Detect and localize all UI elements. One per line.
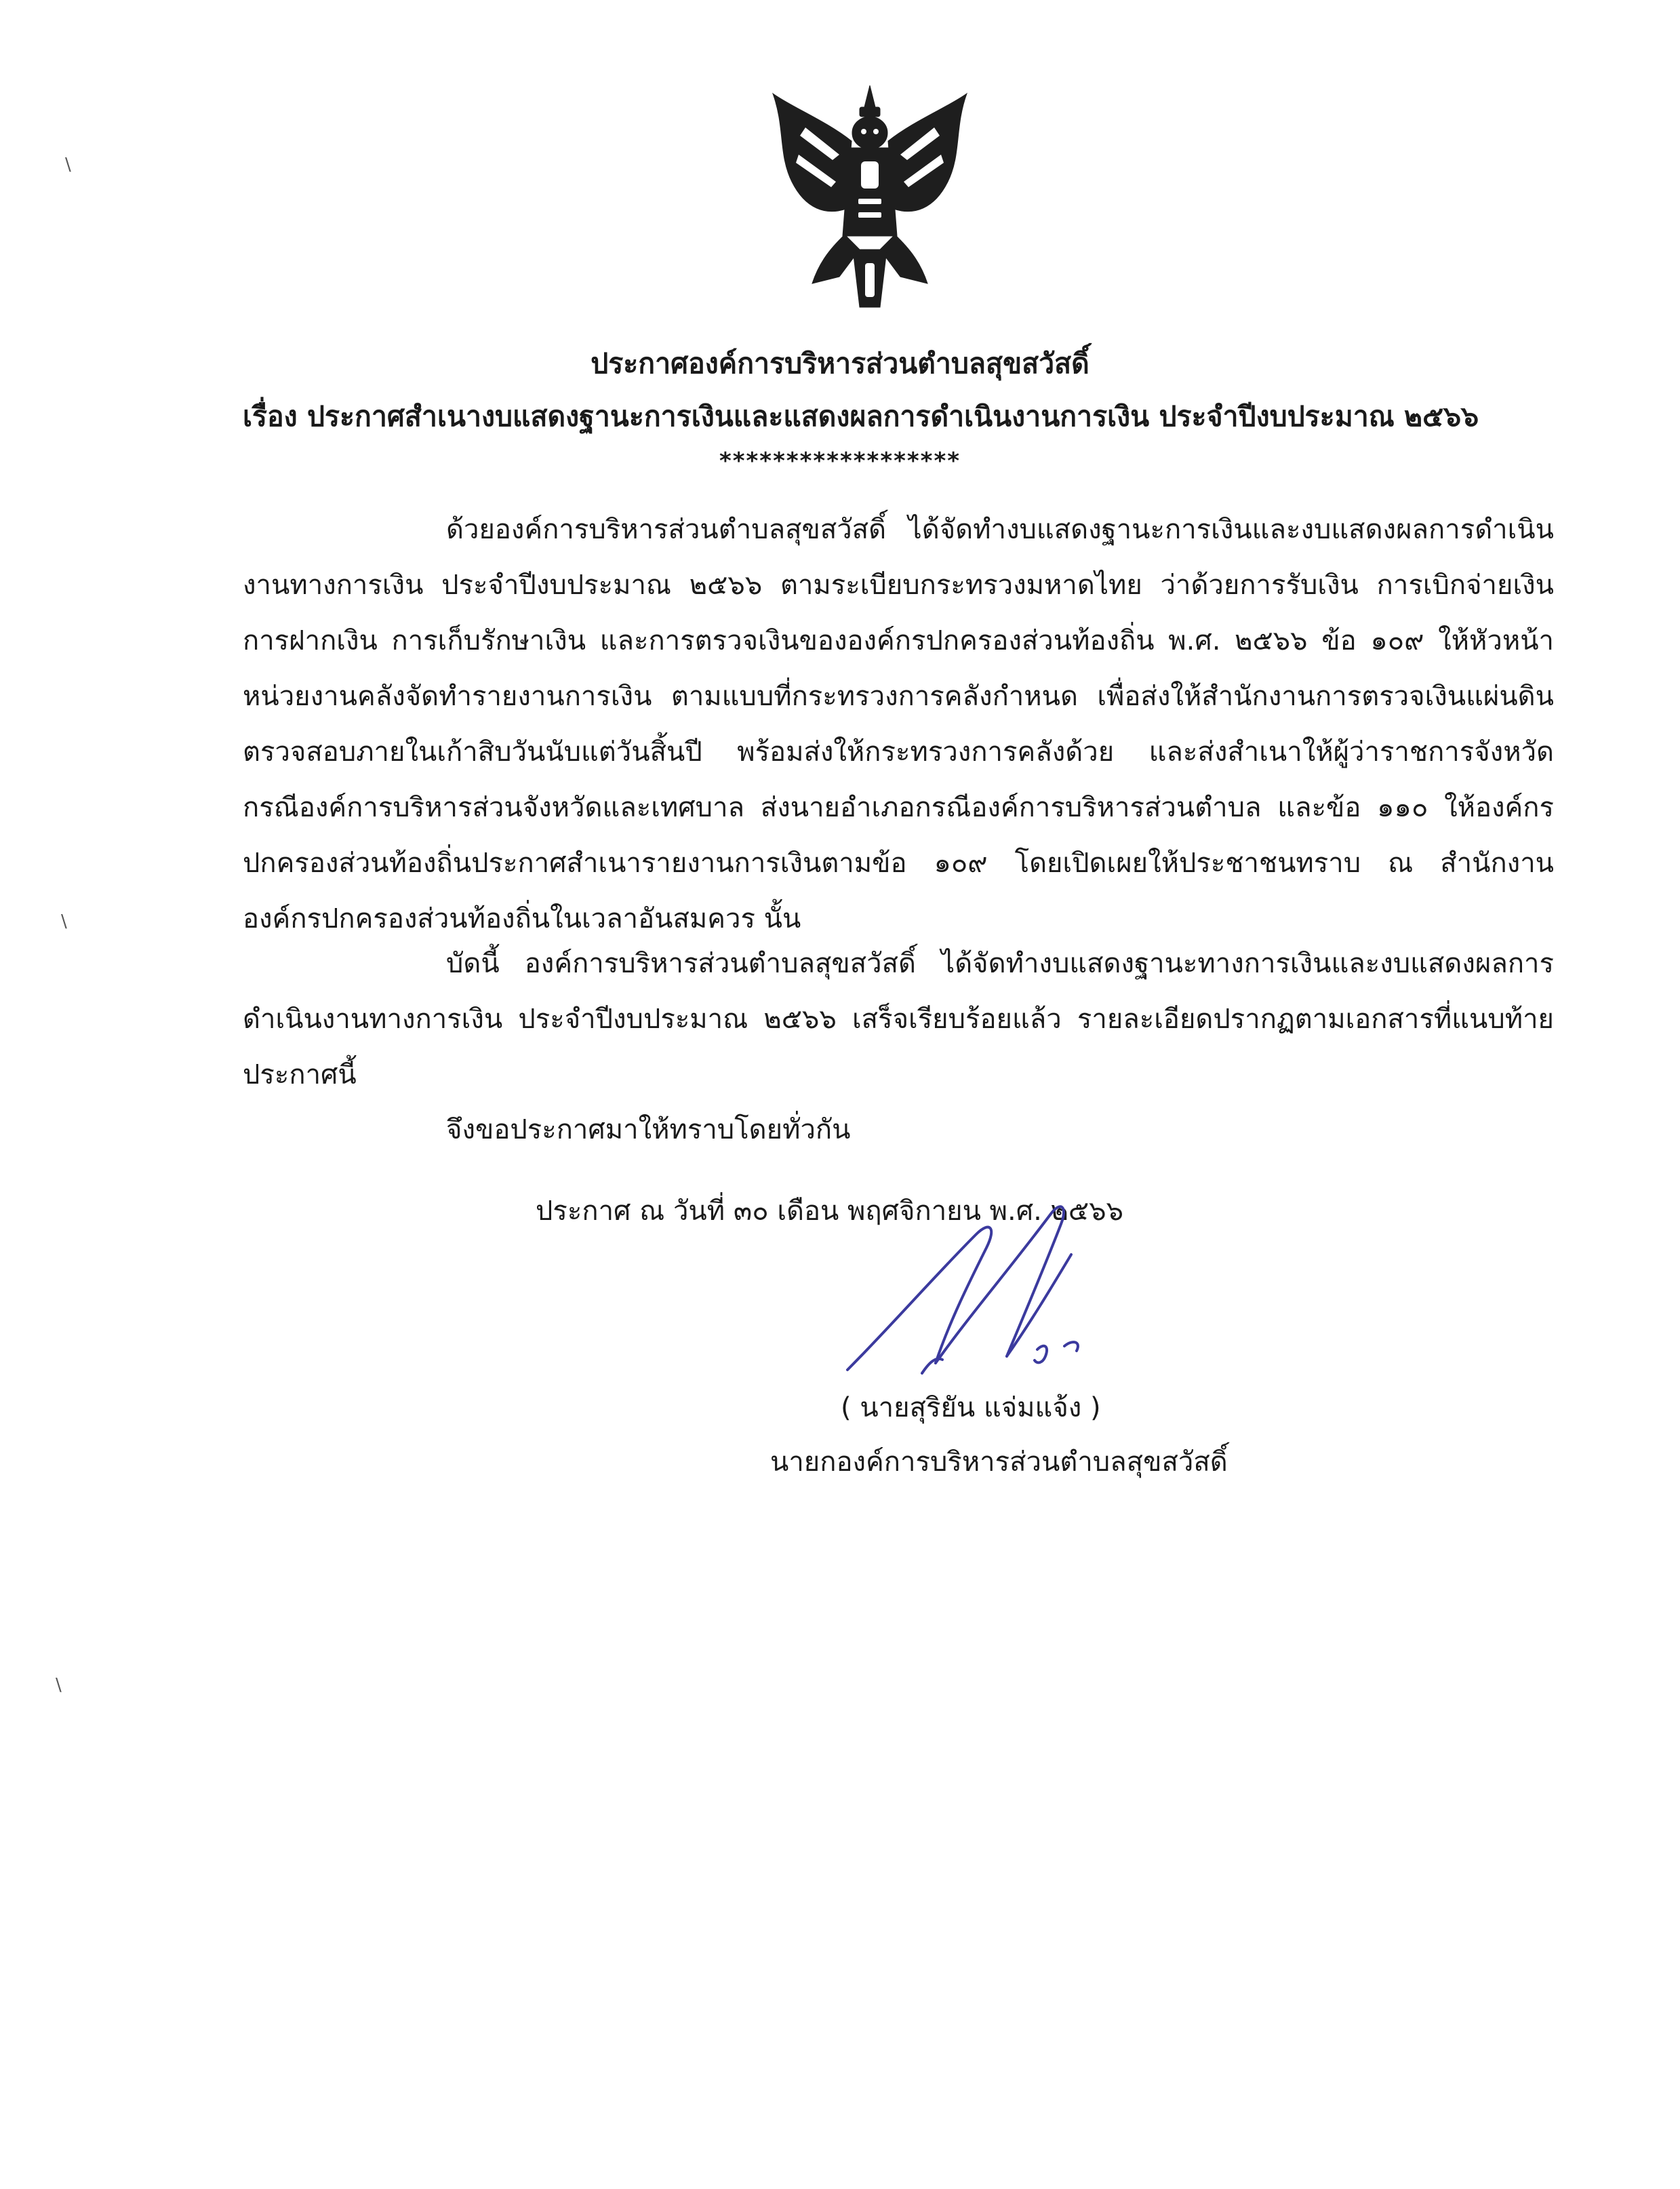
scan-mark: \ [56,1675,62,1695]
announcement-date: ประกาศ ณ วันที่ ๓๐ เดือน พฤศจิกายน พ.ศ. ๒๕๖๖ [536,1196,1123,1227]
closing-statement: จึงขอประกาศมาให้ทราบโดยทั่วกัน [446,1114,851,1145]
scan-mark: \ [61,911,67,932]
announcement-title: ประกาศองค์การบริหารส่วนตำบลสุขสวัสดิ์ [591,347,1089,380]
scan-mark: \ [65,155,71,175]
garuda-emblem-icon [765,80,975,311]
separator-line: ****************** [719,448,961,475]
signatory-name: ( นายสุริยัน แจ่มแจ้ง ) [841,1392,1101,1423]
handwritten-signature-icon [834,1153,1214,1397]
signatory-title: นายกองค์การบริหารส่วนตำบลสุขสวัสดิ์ [770,1446,1228,1478]
announcement-subject: เรื่อง ประกาศสำเนางบแสดงฐานะการเงินและแสดงผลการดำเนินงานการเงิน ประจำปีงบประมาณ ๒๕๖๖ [243,400,1479,433]
body-paragraph-2: บัดนี้ องค์การบริหารส่วนตำบลสุขสวัสดิ์ ได้จัดทำงบแสดงฐานะทางการเงินและงบแสดงผลการดำเนินงานทางการเงิน ประจำปีงบประมาณ ๒๕๖๖ เสร็จเรียบร้อยแล้ว รายละเอียดปรากฏตามเอกสารที่แนบท้ายประกาศนี้ [243,948,1554,1090]
body-paragraph-1: ด้วยองค์การบริหารส่วนตำบลสุขสวัสดิ์ ได้จัดทำงบแสดงฐานะการเงินและงบแสดงผลการดำเนินงานทางการเงิน ประจำปีงบประมาณ ๒๕๖๖ ตามระเบียบกระทรวงมหาดไทย ว่าด้วยการรับเงิน การเบิกจ่ายเงิน การฝากเงิน การเก็บรักษาเงิน และการตรวจเงินขององค์กรปกครองส่วนท้องถิ่น พ.ศ. ๒๕๖๖ ข้อ ๑๐๙ ให้หัวหน้าหน่วยงานคลังจัดทำรายงานการเงิน ตามแบบที่กระทรวงการคลังกำหนด เพื่อส่งให้สำนักงานการตรวจเงินแผ่นดินตรวจสอบภายในเก้าสิบวันนับแต่วันสิ้นปี พร้อมส่งให้กระทรวงการคลังด้วย และส่งสำเนาให้ผู้ว่าราชการจังหวัดกรณีองค์การบริหารส่วนจังหวัดและเทศบาล ส่งนายอำเภอกรณีองค์การบริหารส่วนตำบล และข้อ ๑๑๐ ให้องค์กรปกครองส่วนท้องถิ่นประกาศสำเนารายงานการเงินตามข้อ ๑๐๙ โดยเปิดเผยให้ประชาชนทราบ ณ สำนักงานองค์กรปกครองส่วนท้องถิ่นในเวลาอันสมควร นั้น [243,514,1554,934]
